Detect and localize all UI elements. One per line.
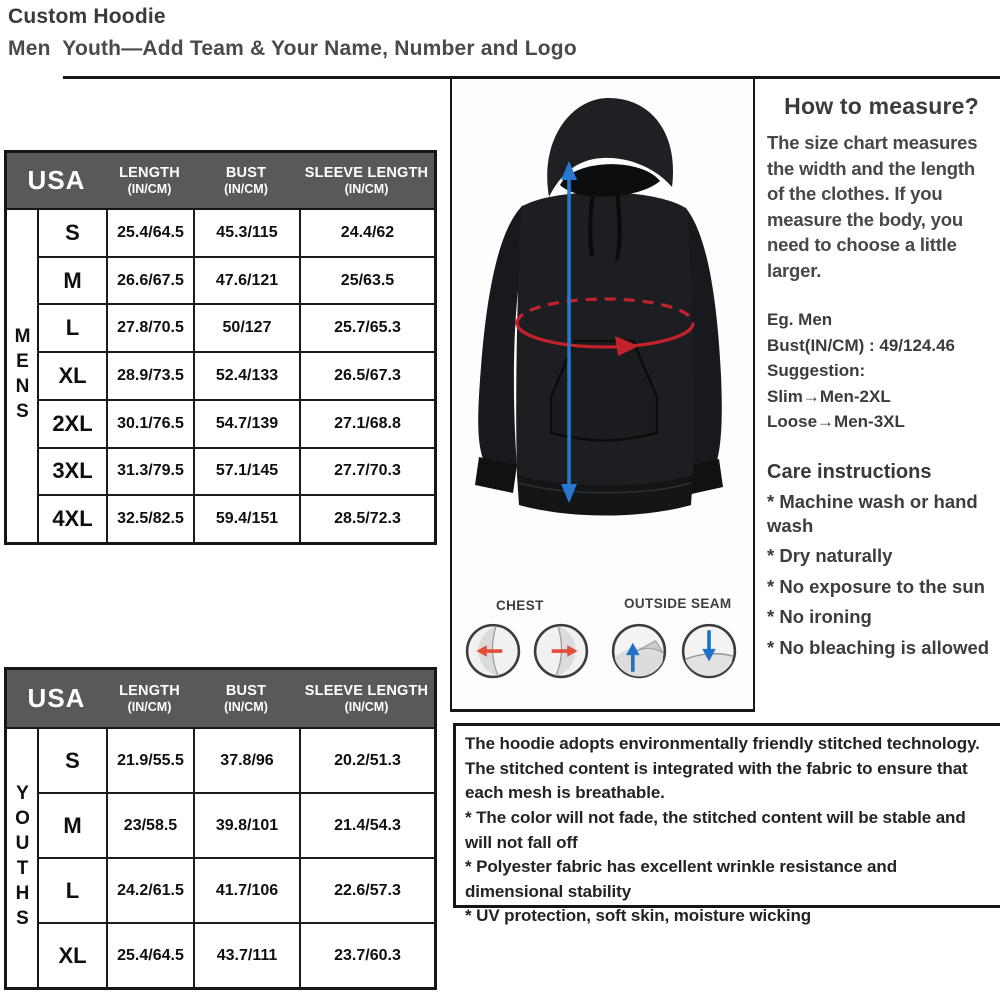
- mens-chart-body: [7, 210, 434, 542]
- size-cell: XL: [58, 942, 87, 968]
- care-instructions-heading: Care instructions: [767, 460, 932, 483]
- description-line: * The color will not fade, the stitched content will be stable and will not fall off: [465, 807, 966, 852]
- care-item: * Machine wash or hand wash: [767, 490, 978, 536]
- length-cell: 21.9/55.5: [106, 729, 193, 792]
- outside-seam-down-icon: [680, 622, 738, 680]
- size-cell: 3XL: [52, 458, 93, 484]
- header-label: SLEEVE LENGTH: [304, 165, 429, 181]
- hoodie-illustration: [457, 85, 749, 555]
- length-cell: 26.6/67.5: [106, 258, 193, 304]
- sleeve-cell: 21.4/54.3: [299, 794, 434, 857]
- youth-header-sleeve: [299, 670, 434, 727]
- sleeve-cell: 26.5/67.3: [299, 353, 434, 399]
- chest-measure-right-icon: [532, 622, 590, 680]
- bust-cell: 57.1/145: [193, 449, 299, 495]
- header-unit: (IN/CM): [344, 700, 389, 714]
- youth-size-chart: [4, 667, 437, 990]
- mens-header-sleeve: [299, 153, 434, 208]
- table-row: [39, 210, 434, 256]
- page-title: Custom Hoodie: [8, 5, 166, 28]
- outside-seam-up-icon: [610, 622, 668, 680]
- example-line: Bust(IN/CM) : 49/124.46: [767, 335, 955, 355]
- bust-cell: 54.7/139: [193, 401, 299, 447]
- mens-size-chart: [4, 150, 437, 545]
- how-to-measure-heading: How to measure?: [784, 93, 979, 119]
- youth-chart-header-row: [7, 670, 434, 729]
- size-cell: S: [65, 747, 80, 773]
- page-subtitle: Men Youth—Add Team & Your Name, Number and Logo: [8, 37, 577, 60]
- hoodie-panel: [450, 79, 755, 712]
- table-row: [39, 792, 434, 857]
- care-item: * Dry naturally: [767, 545, 893, 567]
- header-label: SLEEVE LENGTH: [304, 683, 429, 699]
- chest-label: CHEST: [496, 598, 544, 613]
- length-cell: 25.4/64.5: [106, 924, 193, 987]
- youth-side-label: YOUTHS: [7, 729, 39, 987]
- size-cell: L: [65, 315, 80, 341]
- table-row: [39, 447, 434, 495]
- header-unit: (IN/CM): [224, 182, 268, 196]
- header-unit: (IN/CM): [344, 182, 389, 196]
- length-cell: 27.8/70.5: [106, 305, 193, 351]
- header-label: BUST: [225, 165, 267, 181]
- length-cell: 25.4/64.5: [106, 210, 193, 256]
- size-cell: M: [63, 812, 82, 838]
- bust-cell: 43.7/111: [193, 924, 299, 987]
- bust-cell: 47.6/121: [193, 258, 299, 304]
- length-cell: 23/58.5: [106, 794, 193, 857]
- mens-header-length: [106, 153, 193, 208]
- youth-header-length: [106, 670, 193, 727]
- description-line: * UV protection, soft skin, moisture wicking: [465, 906, 812, 926]
- bust-cell: 39.8/101: [193, 794, 299, 857]
- table-row: [39, 494, 434, 542]
- size-cell: M: [63, 267, 82, 293]
- sleeve-cell: 25/63.5: [299, 258, 434, 304]
- care-instructions-list: [767, 490, 996, 660]
- size-cell: XL: [58, 363, 87, 389]
- table-row: [39, 922, 434, 987]
- length-cell: 28.9/73.5: [106, 353, 193, 399]
- table-row: [39, 256, 434, 304]
- length-cell: 31.3/79.5: [106, 449, 193, 495]
- table-row: [39, 399, 434, 447]
- bust-cell: 52.4/133: [193, 353, 299, 399]
- sleeve-cell: 28.5/72.3: [299, 496, 434, 542]
- bust-cell: 37.8/96: [193, 729, 299, 792]
- youth-chart-body: [7, 729, 434, 987]
- sleeve-cell: 20.2/51.3: [299, 729, 434, 792]
- care-item: * No exposure to the sun: [767, 575, 985, 597]
- header-label: LENGTH: [119, 683, 180, 699]
- example-line: Loose→Men-3XL: [767, 412, 905, 432]
- header-label: BUST: [225, 683, 267, 699]
- example-line: Eg. Men: [767, 310, 833, 330]
- bust-cell: 50/127: [193, 305, 299, 351]
- header-unit: (IN/CM): [127, 182, 172, 196]
- sleeve-cell: 23.7/60.3: [299, 924, 434, 987]
- bust-cell: 59.4/151: [193, 496, 299, 542]
- measure-description: The size chart measures the width and the length of the clothes. If you measure the body, you need to choose a little larger.: [767, 132, 978, 281]
- youth-chart-rows: [39, 729, 434, 987]
- description-line: The hoodie adopts environmentally friendly stitched technology. The stitched content is integrated with the fabric to ensure that each mesh is breathable.: [465, 734, 980, 803]
- table-row: [39, 857, 434, 922]
- mens-header-bust: [193, 153, 299, 208]
- length-cell: 30.1/76.5: [106, 401, 193, 447]
- header-label: LENGTH: [119, 165, 180, 181]
- sleeve-cell: 24.4/62: [299, 210, 434, 256]
- product-description-box: [453, 723, 1000, 926]
- mens-chart-rows: [39, 210, 434, 542]
- size-cell: 4XL: [52, 506, 93, 532]
- mens-chart-header-row: [7, 153, 434, 210]
- sleeve-cell: 27.7/70.3: [299, 449, 434, 495]
- chest-measure-left-icon: [464, 622, 522, 680]
- description-line: * Polyester fabric has excellent wrinkle resistance and dimensional stability: [465, 857, 897, 901]
- length-cell: 32.5/82.5: [106, 496, 193, 542]
- example-line: Suggestion:: [767, 361, 866, 381]
- bust-cell: 41.7/106: [193, 859, 299, 922]
- how-to-measure-panel: [757, 79, 1000, 723]
- outside-seam-label: OUTSIDE SEAM: [624, 596, 732, 611]
- header-label: USA: [27, 165, 86, 195]
- youth-header-bust: [193, 670, 299, 727]
- header-unit: (IN/CM): [127, 700, 172, 714]
- header-unit: (IN/CM): [224, 700, 268, 714]
- care-item: * No bleaching is allowed: [767, 636, 990, 658]
- youth-header-usa: [7, 670, 106, 727]
- care-item: * No ironing: [767, 606, 872, 628]
- hood-opening: [560, 164, 660, 196]
- size-example-block: [767, 307, 996, 435]
- sleeve-cell: 22.6/57.3: [299, 859, 434, 922]
- length-cell: 24.2/61.5: [106, 859, 193, 922]
- table-row: [39, 351, 434, 399]
- mens-header-usa: [7, 153, 106, 208]
- sleeve-cell: 27.1/68.8: [299, 401, 434, 447]
- example-line: Slim→Men-2XL: [767, 386, 891, 406]
- size-cell: L: [65, 877, 80, 903]
- bust-cell: 45.3/115: [193, 210, 299, 256]
- size-cell: S: [65, 219, 80, 245]
- table-row: [39, 729, 434, 792]
- sleeve-cell: 25.7/65.3: [299, 305, 434, 351]
- mens-side-label: MENS: [7, 210, 39, 542]
- table-row: [39, 303, 434, 351]
- header-label: USA: [27, 683, 86, 713]
- size-cell: 2XL: [52, 410, 93, 436]
